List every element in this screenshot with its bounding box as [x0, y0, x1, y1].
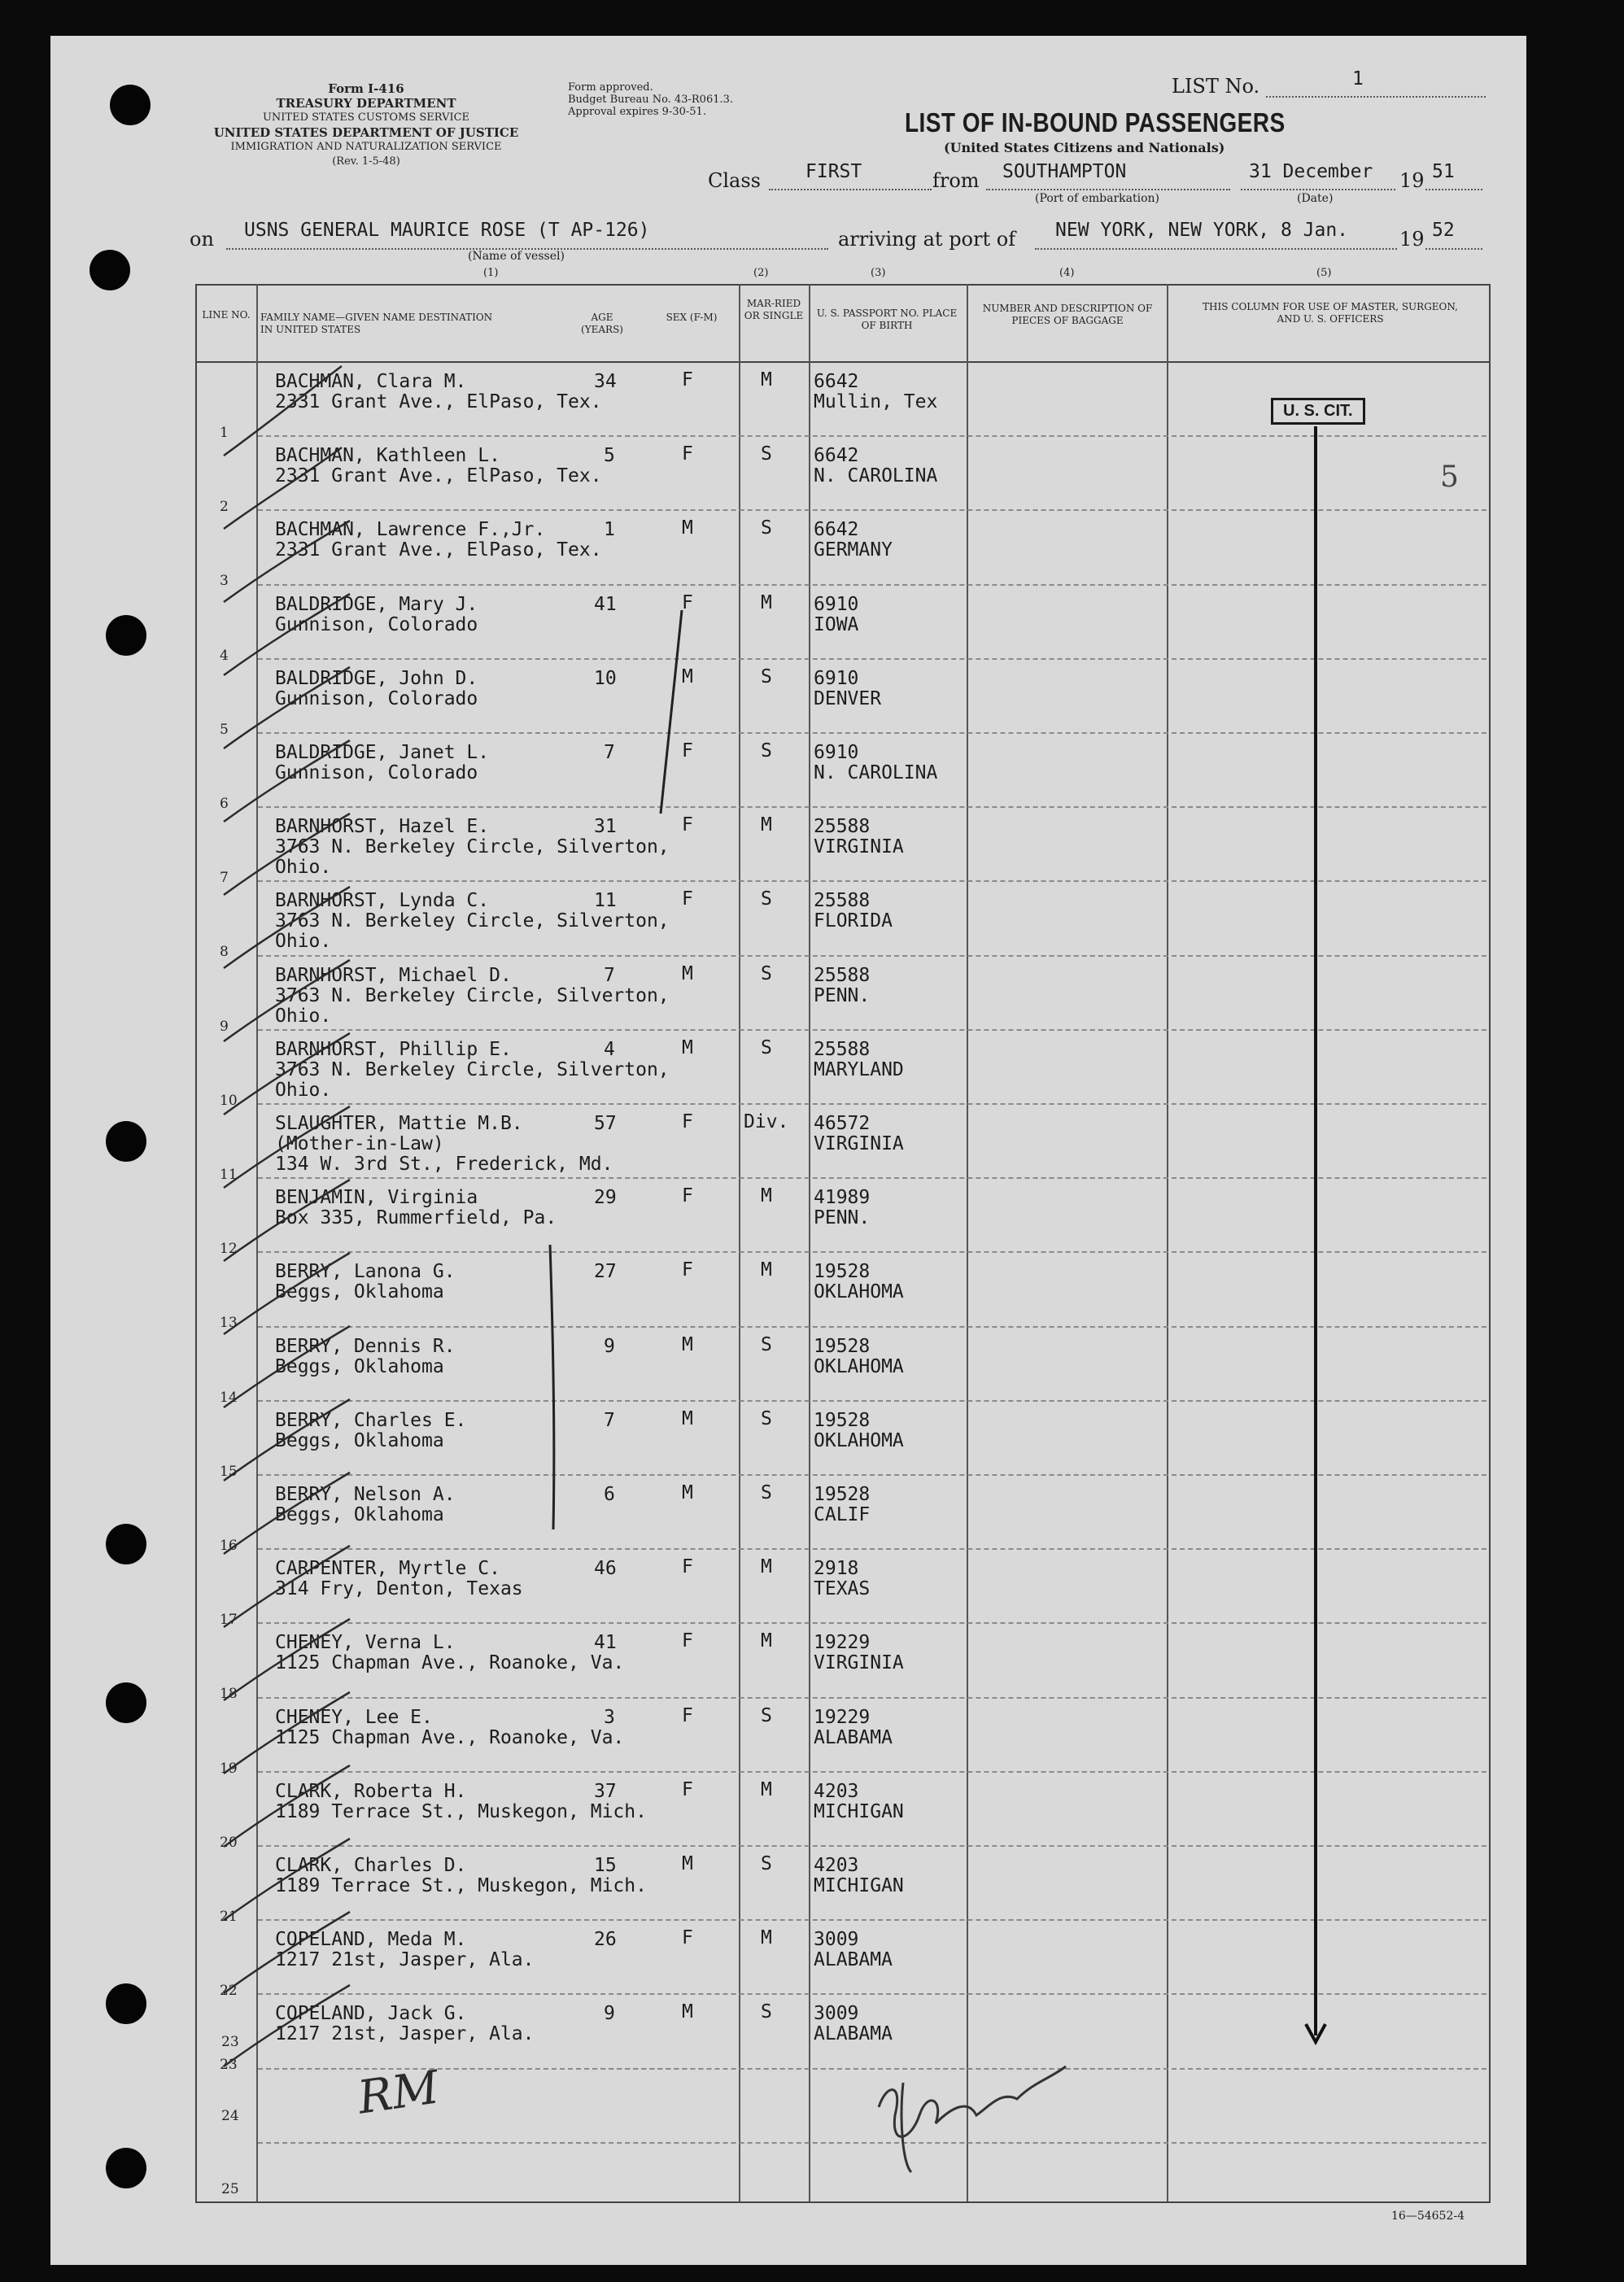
passenger-sex: M [682, 1853, 693, 1874]
passenger-marital-status: M [761, 1927, 772, 1949]
line-number: 10 [220, 1092, 238, 1109]
date-caption: (Date) [1297, 192, 1334, 205]
passenger-name: BERRY, Charles E. [275, 1409, 467, 1431]
passport-number: 3009 [814, 2003, 859, 2025]
column-number-5: (5) [1316, 267, 1332, 279]
col-header-sex: SEX (F-M) [666, 312, 718, 323]
line-number: 11 [220, 1167, 238, 1183]
column-number-4: (4) [1059, 267, 1075, 279]
empty-line-number: 24 [221, 2108, 239, 2124]
passenger-age: 31 [594, 816, 617, 838]
arrival-port: NEW YORK, NEW YORK, 8 Jan. [1055, 220, 1349, 241]
place-of-birth: GERMANY [814, 539, 893, 561]
passenger-marital-status: S [761, 665, 772, 687]
passenger-marital-status: M [761, 1259, 772, 1281]
place-of-birth: N. CAROLINA [814, 465, 938, 487]
passport-number: 6910 [814, 742, 859, 763]
passport-number: 4203 [814, 1780, 859, 1802]
passenger-address: Beggs, Oklahoma [275, 1429, 444, 1451]
line-number: 17 [220, 1612, 238, 1629]
approval-line-2: Budget Bureau No. 43-R061.3. [568, 94, 734, 106]
passenger-name: BERRY, Lanona G. [275, 1261, 456, 1283]
passenger-sex: M [682, 517, 693, 539]
passenger-name: COPELAND, Jack G. [275, 2003, 467, 2025]
date-year-prefix: 19 [1399, 169, 1425, 192]
passenger-sex: M [682, 665, 693, 687]
passport-number: 2918 [814, 1558, 859, 1580]
immigration-service: IMMIGRATION AND NATURALIZATION SERVICE [230, 141, 502, 153]
passenger-age: 41 [594, 593, 617, 615]
empty-line-number: 25 [221, 2181, 239, 2197]
col-header-baggage: NUMBER AND DESCRIPTION OF PIECES OF BAGGAGE [982, 303, 1153, 326]
passport-number: 19528 [814, 1261, 871, 1283]
passenger-marital-status: Div. [744, 1111, 789, 1132]
on-label: on [190, 228, 214, 251]
passport-number: 41989 [814, 1187, 871, 1209]
place-of-birth: OKLAHOMA [814, 1355, 904, 1377]
passenger-name: BERRY, Dennis R. [275, 1335, 456, 1357]
line-number: 20 [220, 1834, 238, 1851]
passenger-address-line-2: Ohio. [275, 1079, 332, 1101]
passenger-address: 1217 21st, Jasper, Ala. [275, 2023, 535, 2045]
place-of-birth: VIRGINIA [814, 1133, 904, 1154]
passport-number: 6642 [814, 519, 859, 541]
passenger-age: 57 [594, 1113, 617, 1134]
passenger-name: CLARK, Charles D. [275, 1855, 467, 1876]
passenger-address: 1217 21st, Jasper, Ala. [275, 1949, 535, 1971]
empty-line-number: 23 [221, 2034, 239, 2050]
passenger-sex: F [682, 443, 693, 465]
passenger-name: BARNHORST, Michael D. [275, 964, 512, 986]
passenger-marital-status: S [761, 1036, 772, 1058]
passport-number: 19229 [814, 1706, 871, 1728]
passenger-address: 3763 N. Berkeley Circle, Silverton, [275, 984, 670, 1006]
passenger-address: 1125 Chapman Ave., Roanoke, Va. [275, 1652, 625, 1674]
line-number: 21 [220, 1909, 238, 1925]
passenger-name: BALDRIDGE, Mary J. [275, 593, 478, 615]
line-number: 23 [220, 2057, 238, 2074]
passenger-marital-status: S [761, 1853, 772, 1874]
place-of-birth: Mullin, Tex [814, 391, 938, 412]
passport-number: 6910 [814, 593, 859, 615]
passenger-name: COPELAND, Meda M. [275, 1929, 467, 1951]
place-of-birth: PENN. [814, 984, 871, 1006]
approval-line-1: Form approved. [568, 81, 653, 94]
passenger-name: BACHMAN, Lawrence F.,Jr. [275, 519, 546, 541]
column-number-1: (1) [483, 267, 499, 279]
line-number: 18 [220, 1686, 238, 1703]
place-of-birth: OKLAHOMA [814, 1281, 904, 1303]
passenger-address: 2331 Grant Ave., ElPaso, Tex. [275, 391, 602, 412]
passenger-age: 5 [604, 445, 615, 467]
line-number: 22 [220, 1983, 238, 2000]
passenger-age: 9 [604, 2003, 615, 2025]
passenger-name: BARNHORST, Phillip E. [275, 1038, 512, 1060]
passenger-sex: F [682, 814, 693, 836]
passenger-age: 4 [604, 1038, 615, 1060]
passport-number: 19528 [814, 1335, 871, 1357]
line-number: 2 [220, 499, 229, 516]
passenger-marital-status: M [761, 369, 772, 391]
line-number: 4 [220, 647, 229, 664]
passenger-address-line-2: 134 W. 3rd St., Frederick, Md. [275, 1154, 613, 1175]
place-of-birth: PENN. [814, 1207, 871, 1229]
line-number: 5 [220, 721, 229, 738]
passenger-sex: F [682, 1630, 693, 1652]
passenger-marital-status: S [761, 888, 772, 910]
place-of-birth: MICHIGAN [814, 1875, 904, 1896]
passenger-name: BARNHORST, Lynda C. [275, 890, 490, 912]
column-number-2: (2) [753, 267, 769, 279]
passenger-address: Beggs, Oklahoma [275, 1504, 444, 1525]
passport-number: 6910 [814, 667, 859, 689]
passenger-marital-status: M [761, 814, 772, 836]
passenger-name: BENJAMIN, Virginia [275, 1187, 478, 1209]
page-title: LIST OF IN-BOUND PASSENGERS [905, 107, 1286, 137]
line-number: 9 [220, 1018, 229, 1035]
passenger-age: 9 [604, 1335, 615, 1357]
passenger-sex: M [682, 2001, 693, 2023]
passenger-name: CARPENTER, Myrtle C. [275, 1558, 500, 1580]
list-no-label: LIST No. [1172, 75, 1260, 98]
passenger-age: 6 [604, 1484, 615, 1505]
passenger-age: 7 [604, 1409, 615, 1431]
treasury-department: TREASURY DEPARTMENT [276, 96, 456, 111]
column-number-3: (3) [871, 267, 886, 279]
passport-number: 19229 [814, 1632, 871, 1654]
passenger-sex: M [682, 1407, 693, 1429]
passenger-sex: F [682, 1778, 693, 1800]
place-of-birth: DENVER [814, 687, 882, 709]
passenger-age: 34 [594, 371, 617, 392]
place-of-birth: IOWA [814, 613, 859, 635]
passenger-age: 41 [594, 1632, 617, 1654]
passport-number: 25588 [814, 1038, 871, 1060]
passenger-name: CLARK, Roberta H. [275, 1780, 467, 1802]
passport-number: 6642 [814, 371, 859, 392]
passenger-address: 3763 N. Berkeley Circle, Silverton, [275, 910, 670, 932]
passenger-age: 26 [594, 1929, 617, 1951]
passenger-sex: F [682, 740, 693, 761]
class-label: Class [708, 169, 761, 192]
col-header-age: AGE (YEARS) [581, 312, 623, 335]
passenger-sex: F [682, 1927, 693, 1949]
line-number: 3 [220, 573, 229, 590]
passenger-sex: F [682, 591, 693, 613]
footer-code: 16—54652-4 [1391, 2210, 1465, 2223]
page-subtitle: (United States Citizens and Nationals) [944, 140, 1225, 155]
passport-number: 19528 [814, 1484, 871, 1505]
line-number: 8 [220, 944, 229, 961]
passenger-sex: F [682, 1704, 693, 1726]
line-number: 14 [220, 1389, 238, 1406]
passenger-address: 2331 Grant Ave., ElPaso, Tex. [275, 465, 602, 487]
passenger-address: Beggs, Oklahoma [275, 1281, 444, 1303]
passenger-address: (Mother-in-Law) [275, 1133, 444, 1154]
passenger-age: 29 [594, 1187, 617, 1209]
passenger-marital-status: S [761, 443, 772, 465]
place-of-birth: VIRGINIA [814, 1652, 904, 1674]
passenger-name: BARNHORST, Hazel E. [275, 816, 490, 838]
passenger-marital-status: S [761, 962, 772, 984]
passenger-name: CHENEY, Verna L. [275, 1632, 456, 1654]
passport-number: 46572 [814, 1113, 871, 1134]
passenger-sex: M [682, 962, 693, 984]
line-number: 15 [220, 1463, 238, 1480]
passenger-age: 10 [594, 667, 617, 689]
passenger-sex: M [682, 1333, 693, 1355]
col-header-officers: THIS COLUMN FOR USE OF MASTER, SURGEON, AND U. S. OFFICERS [1203, 301, 1458, 325]
place-of-birth: ALABAMA [814, 1726, 893, 1748]
justice-department: UNITED STATES DEPARTMENT OF JUSTICE [213, 125, 519, 140]
form-number: Form I-416 [328, 81, 404, 96]
passenger-address-line-2: Ohio. [275, 857, 332, 879]
passenger-age: 37 [594, 1780, 617, 1802]
passenger-address: 3763 N. Berkeley Circle, Silverton, [275, 836, 670, 858]
passenger-address-line-2: Ohio. [275, 931, 332, 953]
passenger-marital-status: S [761, 1333, 772, 1355]
passenger-age: 15 [594, 1855, 617, 1876]
passport-number: 6642 [814, 445, 859, 467]
col-header-passport: U. S. PASSPORT NO. PLACE OF BIRTH [816, 308, 958, 331]
port-embarkation-caption: (Port of embarkation) [1035, 192, 1159, 205]
passenger-marital-status: S [761, 740, 772, 761]
passenger-age: 11 [594, 890, 617, 912]
passenger-address: Beggs, Oklahoma [275, 1355, 444, 1377]
passenger-marital-status: S [761, 1407, 772, 1429]
place-of-birth: ALABAMA [814, 1949, 893, 1971]
passenger-name: BALDRIDGE, John D. [275, 667, 478, 689]
passenger-address: Box 335, Rummerfield, Pa. [275, 1207, 557, 1229]
passenger-marital-status: S [761, 2001, 772, 2023]
passport-number: 25588 [814, 816, 871, 838]
passenger-name: BERRY, Nelson A. [275, 1484, 456, 1505]
passenger-sex: F [682, 1556, 693, 1578]
passenger-marital-status: M [761, 1630, 772, 1652]
col-header-name: FAMILY NAME—GIVEN NAME DESTINATION IN UNITED STATES [260, 312, 493, 335]
passenger-name: BALDRIDGE, Janet L. [275, 742, 490, 763]
line-number: 19 [220, 1760, 238, 1777]
passenger-marital-status: M [761, 1778, 772, 1800]
arrival-year: 52 [1432, 220, 1455, 241]
place-of-birth: MICHIGAN [814, 1800, 904, 1822]
passenger-marital-status: M [761, 1556, 772, 1578]
passport-number: 25588 [814, 890, 871, 912]
passenger-sex: F [682, 1259, 693, 1281]
passenger-address: Gunnison, Colorado [275, 762, 478, 783]
passenger-age: 27 [594, 1261, 617, 1283]
col-header-married: MAR-RIED OR SINGLE [744, 298, 804, 321]
passenger-name: BACHMAN, Kathleen L. [275, 445, 500, 467]
passenger-address: 1125 Chapman Ave., Roanoke, Va. [275, 1726, 625, 1748]
from-value: SOUTHAMPTON [1002, 161, 1127, 182]
passenger-sex: F [682, 1185, 693, 1207]
passenger-age: 7 [604, 964, 615, 986]
class-value: FIRST [805, 161, 862, 182]
date-year: 51 [1432, 161, 1455, 182]
passenger-address: 1189 Terrace St., Muskegon, Mich. [275, 1875, 647, 1896]
passenger-age: 1 [604, 519, 615, 541]
margin-number: 5 [1440, 460, 1459, 494]
place-of-birth: TEXAS [814, 1578, 871, 1600]
line-number: 7 [220, 870, 229, 887]
vessel-caption: (Name of vessel) [468, 250, 565, 263]
passenger-address: 2331 Grant Ave., ElPaso, Tex. [275, 539, 602, 561]
passenger-sex: M [682, 1036, 693, 1058]
handwritten-initials: RM [354, 2061, 443, 2125]
passport-number: 3009 [814, 1929, 859, 1951]
place-of-birth: N. CAROLINA [814, 762, 938, 783]
passenger-address-line-2: Ohio. [275, 1005, 332, 1027]
col-header-line-no: LINE NO. [202, 309, 251, 321]
place-of-birth: FLORIDA [814, 910, 893, 932]
passenger-marital-status: S [761, 517, 772, 539]
place-of-birth: MARYLAND [814, 1058, 904, 1080]
list-no-value: 1 [1352, 68, 1364, 89]
passenger-address: 314 Fry, Denton, Texas [275, 1578, 523, 1600]
place-of-birth: VIRGINIA [814, 836, 904, 858]
passenger-sex: F [682, 888, 693, 910]
passenger-marital-status: S [761, 1704, 772, 1726]
place-of-birth: OKLAHOMA [814, 1429, 904, 1451]
passenger-sex: M [682, 1482, 693, 1503]
passenger-age: 3 [604, 1706, 615, 1728]
line-number: 6 [220, 796, 229, 812]
passenger-name: SLAUGHTER, Mattie M.B. [275, 1113, 523, 1134]
approval-line-3: Approval expires 9-30-51. [568, 106, 706, 118]
revision: (Rev. 1-5-48) [332, 155, 400, 168]
passenger-marital-status: M [761, 1185, 772, 1207]
passport-number: 4203 [814, 1855, 859, 1876]
line-number: 1 [220, 425, 229, 441]
arriving-label: arriving at port of [838, 228, 1016, 251]
passenger-marital-status: M [761, 591, 772, 613]
place-of-birth: ALABAMA [814, 2023, 893, 2045]
passenger-name: CHENEY, Lee E. [275, 1706, 433, 1728]
line-number: 16 [220, 1538, 238, 1554]
passenger-address: Gunnison, Colorado [275, 687, 478, 709]
arrival-year-prefix: 19 [1399, 228, 1425, 251]
passport-number: 25588 [814, 964, 871, 986]
date-value: 31 December [1249, 161, 1373, 182]
place-of-birth: CALIF [814, 1504, 871, 1525]
passenger-address: 3763 N. Berkeley Circle, Silverton, [275, 1058, 670, 1080]
passenger-sex: F [682, 1111, 693, 1132]
passenger-address: Gunnison, Colorado [275, 613, 478, 635]
us-citizen-stamp: U. S. CIT. [1271, 398, 1365, 425]
line-number: 13 [220, 1315, 238, 1332]
passenger-sex: F [682, 369, 693, 391]
from-label: from [932, 169, 980, 192]
passenger-age: 46 [594, 1558, 617, 1580]
customs-service: UNITED STATES CUSTOMS SERVICE [262, 111, 470, 124]
passenger-name: BACHMAN, Clara M. [275, 371, 467, 392]
passport-number: 19528 [814, 1409, 871, 1431]
passenger-age: 7 [604, 742, 615, 763]
passenger-address: 1189 Terrace St., Muskegon, Mich. [275, 1800, 647, 1822]
passenger-marital-status: S [761, 1482, 772, 1503]
vessel-name: USNS GENERAL MAURICE ROSE (T AP-126) [244, 220, 650, 241]
line-number: 12 [220, 1241, 238, 1258]
